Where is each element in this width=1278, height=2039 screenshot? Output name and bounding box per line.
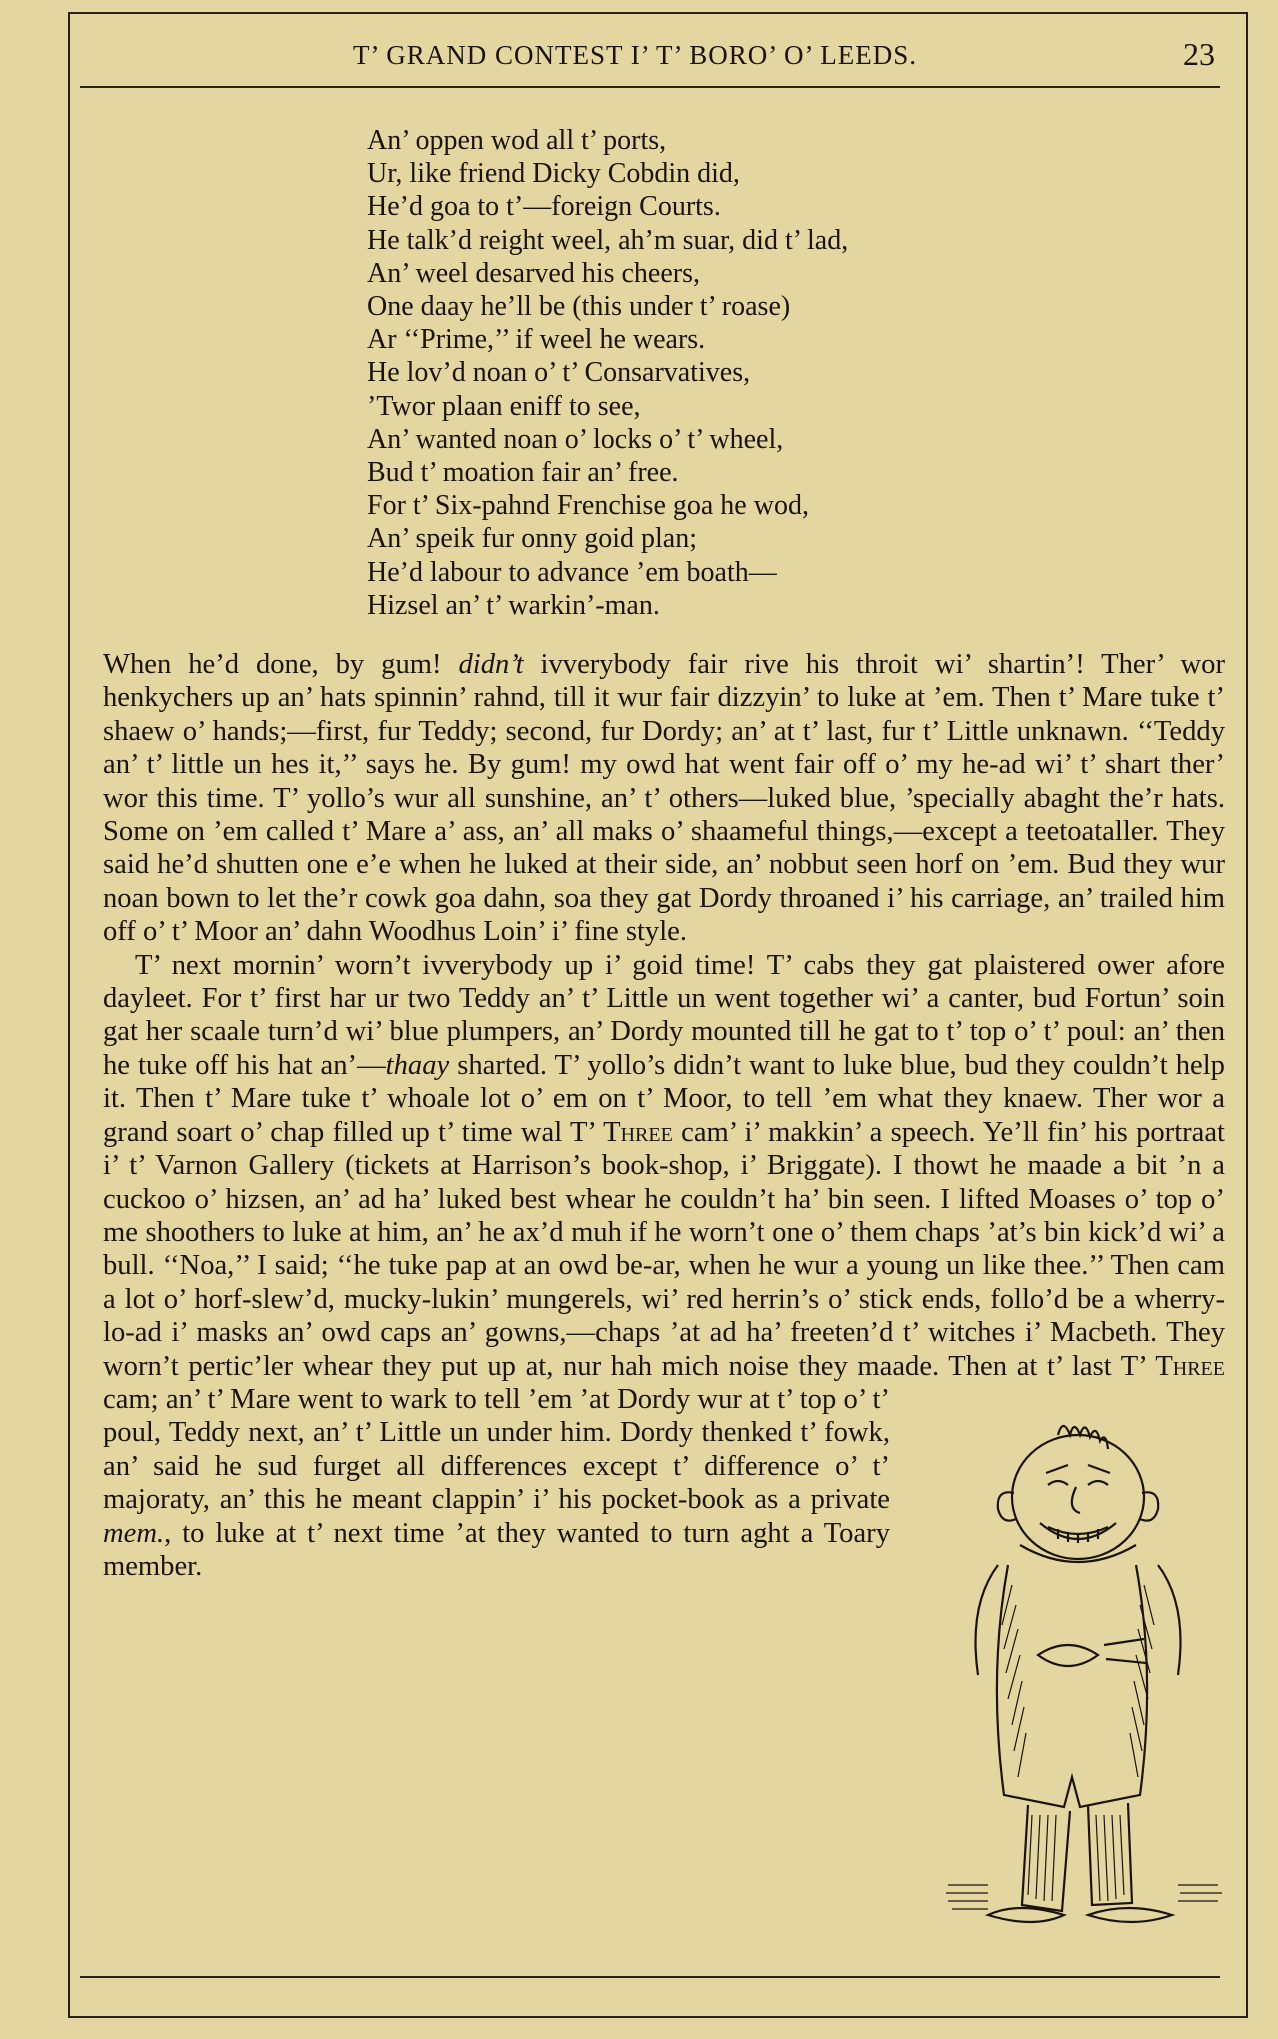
italic-run: mem. xyxy=(103,1517,165,1549)
poem-line: Ur, like friend Dicky Cobdin did, xyxy=(367,158,740,190)
poem-line: An’ oppen wod all t’ ports, xyxy=(367,125,667,156)
small-caps-run: Three xyxy=(1155,1350,1225,1382)
text-run: ivverybody fair rive his throit wi’ shartin’! Ther’ wor henkychers up an’ hats spinnin’ rahnd, till it wur fair dizzyin’ to luke at ’em. Then t’ Mare tuke t’ shaew o’ hands;—first, fur Teddy; second, fur Dordy; an’ at t’ last, fur t’ Little unknawn. ‘‘Teddy an’ t’ little un hes it,’’ says he. By gum! my owd hat went fair off o’ my he-ad wi’ t’ shart ther’ wor this time. T’ yollo’s wur all sunshine, an’ t’ others—luked blue, ’specially abaght the’r hats. Some on ’em called t’ Mare a’ ass, an’ all maks o’ shaameful things,—except a teetoataller. They said he’d shutten one e’e when he luked at their side, an’ nobbut seen horf on ’em. Bud they wur noan bown to let the’r cowk goa dahn, soa they gat Dordy throaned i’ his carriage, an’ trailed him off o’ t’ Moor an’ dahn Woodhus Loin’ i’ fine style. xyxy=(103,649,1225,948)
poem-line: An’ speik fur onny goid plan; xyxy=(367,523,697,555)
text-run: sharted. T’ yollo’s didn’t want to luke blue, bud they couldn’t help it. Then t’ Mare tuke t’ whoale lot o’ em on t’ Moor, to tell ’em what they knaew. Ther wor a grand soart o’ chap filled up t’ time wal T’ xyxy=(103,1049,1225,1148)
running-header xyxy=(80,36,1215,76)
text-run: , to luke at t’ next time ’at they wanted to turn aght a Toary member. xyxy=(103,1517,890,1582)
italic-run: thaay xyxy=(385,1049,450,1081)
paragraph-1 xyxy=(103,648,1225,949)
poem-line: Hizsel an’ t’ warkin’-man. xyxy=(367,589,660,621)
poem-line: He lov’d noan o’ t’ Consarvatives, xyxy=(367,357,751,389)
text-run: cam’ i’ makkin’ a speech. Ye’ll fin’ his portraat i’ t’ Varnon Gallery (tickets at Harrison’s book-shop, i’ Briggate). I thowt he maade a bit ’n a cuckoo o’ hizsen, an’ ad ha’ luked best whear he couldn’t ha’ bin seen. I lifted Moases o’ top o’ me shoothers to luke at him, an’ he ax’d muh if he worn’t one o’ them chaps ’at’s bin kick’d wi’ a bull. ‘‘Noa,’’ I said; ‘‘he tuke pap at an owd be-ar, when he wur a young un like thee.’’ Then cam a lot o’ horf-slew’d, mucky-lukin’ mungerels, wi’ red herrin’s o’ stick ends, follo’d be a wherry-lo-ad i’ masks an’ owd caps an’ gowns,—chaps ’at ad ha’ freeten’d t’ witches i’ Macbeth. They worn’t pertic’ler whear they put up at, nur hah mich noise they maade. Then at t’ last T’ xyxy=(103,1116,1225,1382)
caricature-woodcut-illustration xyxy=(928,1415,1238,1960)
top-border-rule xyxy=(68,12,1248,14)
poem-line: An’ weel desarved his cheers, xyxy=(367,257,701,289)
poem-line: Bud t’ moation fair an’ free. xyxy=(367,457,679,489)
poem-line: He talk’d reight weel, ah’m suar, did t’ lad, xyxy=(367,224,849,256)
text-run: cam; an’ t’ Mare went to wark to tell ’em ’at Dordy wur at t’ top o’ t’ poul, Teddy next, an’ t’ Little un under him. Dordy thenked t’ fowk, an’ said he sud furget all differences except t’ difference o’ t’ majoraty, an’ this he meant clappin’ i’ his pocket-book as a private xyxy=(103,1383,890,1516)
italic-run: didn’t xyxy=(458,649,524,680)
poem-line: One daay he’ll be (this under t’ roase) xyxy=(367,291,791,323)
poem-stanza xyxy=(367,124,848,622)
header-rule xyxy=(80,86,1220,88)
running-title: T’ GRAND CONTEST I’ T’ BORO’ O’ LEEDS. xyxy=(353,40,917,70)
small-caps-run: Three xyxy=(603,1116,673,1148)
bottom-border-rule xyxy=(68,2016,1248,2018)
poem-line: ’Twor plaan eniff to see, xyxy=(367,390,641,422)
poem-line: For t’ Six-pahnd Frenchise goa he wod, xyxy=(367,490,809,522)
left-border-rule xyxy=(68,12,70,2017)
poem-line: He’d labour to advance ’em boath— xyxy=(367,556,777,588)
poem-line: An’ wanted noan o’ locks o’ t’ wheel, xyxy=(367,423,784,455)
footer-rule xyxy=(80,1976,1220,1978)
poem-line: Ar ‘‘Prime,’’ if weel he wears. xyxy=(367,324,706,356)
text-run: T’ next mornin’ worn’t ivverybody up i’ goid time! T’ cabs they gat plaistered ower afore dayleet. For t’ first har ur two Teddy an’ t’ Little un went together wi’ a canter, bud Fortun’ soin gat her scaale turn’d wi’ blue plumpers, an’ Dordy mounted till he gat to t’ top o’ t’ poul: an’ then he tuke off his hat an’— xyxy=(103,949,1225,1081)
page-number: 23 xyxy=(1183,36,1215,72)
poem-line: He’d goa to t’—foreign Courts. xyxy=(367,191,721,223)
text-run: When he’d done, by gum! xyxy=(103,649,459,680)
right-border-rule xyxy=(1246,12,1248,2017)
